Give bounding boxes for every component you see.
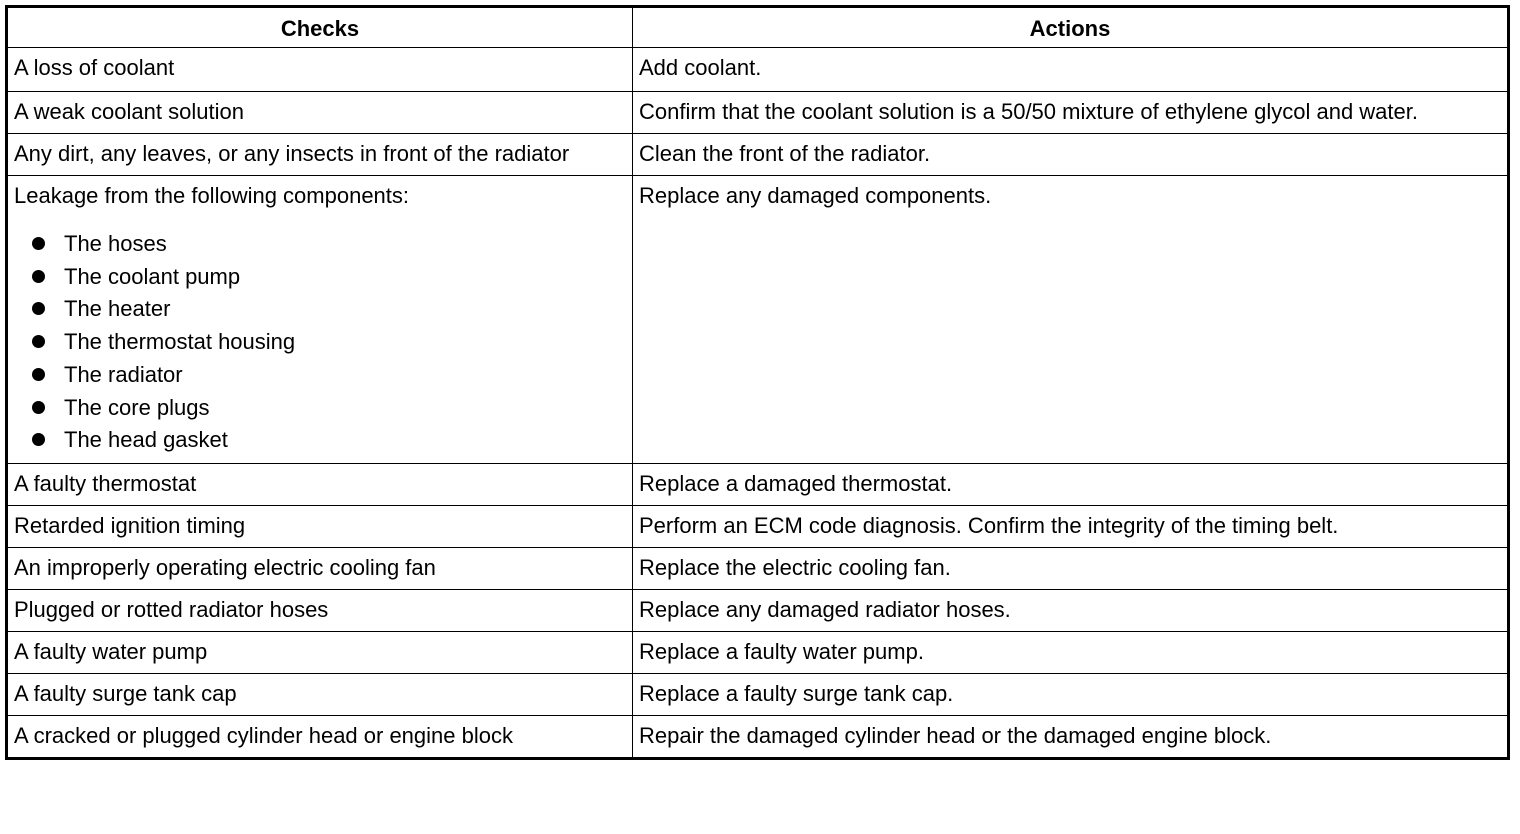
action-cell: Add coolant.	[633, 48, 1509, 92]
bullet-icon	[32, 302, 45, 315]
table-row	[7, 631, 1509, 673]
bullet-icon	[32, 237, 45, 250]
bullet-icon	[32, 433, 45, 446]
table-row	[7, 505, 1509, 547]
check-cell: A cracked or plugged cylinder head or engine block	[7, 715, 633, 758]
table-row	[7, 463, 1509, 505]
check-cell: A faulty surge tank cap	[7, 673, 633, 715]
table-body	[7, 48, 1509, 759]
bullet-icon	[32, 401, 45, 414]
action-cell: Replace a faulty surge tank cap.	[633, 673, 1509, 715]
action-cell: Replace the electric cooling fan.	[633, 547, 1509, 589]
header-checks: Checks	[7, 7, 633, 48]
table-row	[7, 589, 1509, 631]
component-list	[14, 228, 626, 457]
list-item-label: The head gasket	[64, 427, 228, 453]
list-item-label: The hoses	[64, 231, 167, 256]
table-row	[7, 673, 1509, 715]
list-item	[14, 326, 626, 359]
list-item	[14, 424, 626, 457]
check-intro: Leakage from the following components:	[14, 183, 410, 208]
check-cell: A weak coolant solution	[7, 92, 633, 134]
list-item-label: The thermostat housing	[64, 329, 296, 355]
action-cell: Replace a faulty water pump.	[633, 631, 1509, 673]
table-row	[7, 715, 1509, 758]
list-item	[14, 359, 626, 392]
table-row	[7, 92, 1509, 134]
bullet-icon	[32, 335, 45, 348]
list-item-label: The coolant pump	[64, 263, 241, 289]
list-item-label: The core plugs	[64, 394, 210, 420]
list-item	[14, 293, 626, 326]
list-item	[14, 228, 626, 261]
check-cell: Plugged or rotted radiator hoses	[7, 589, 633, 631]
action-cell: Replace a damaged thermostat.	[633, 463, 1509, 505]
table-header	[7, 7, 1509, 48]
table-row	[7, 48, 1509, 92]
check-cell: A loss of coolant	[7, 48, 633, 92]
action-cell: Replace any damaged radiator hoses.	[633, 589, 1509, 631]
check-cell: A faulty water pump	[7, 631, 633, 673]
table-row	[7, 547, 1509, 589]
bullet-icon	[32, 270, 45, 283]
list-item	[14, 392, 626, 425]
action-cell: Repair the damaged cylinder head or the damaged engine block.	[633, 715, 1509, 758]
table-row	[7, 134, 1509, 176]
action-cell: Clean the front of the radiator.	[633, 134, 1509, 176]
list-item	[14, 261, 626, 294]
list-item-label: The heater	[64, 296, 171, 322]
check-cell: An improperly operating electric cooling fan	[7, 547, 633, 589]
header-row	[7, 7, 1509, 48]
bullet-icon	[32, 368, 45, 381]
action-cell: Replace any damaged components.	[633, 176, 1509, 464]
table-row	[7, 176, 1509, 464]
list-item-label: The radiator	[64, 361, 183, 387]
header-actions: Actions	[633, 7, 1509, 48]
check-cell: Retarded ignition timing	[7, 505, 633, 547]
action-cell: Perform an ECM code diagnosis. Confirm the integrity of the timing belt.	[633, 505, 1509, 547]
check-cell: A faulty thermostat	[7, 463, 633, 505]
action-cell: Confirm that the coolant solution is a 50/50 mixture of ethylene glycol and water.	[633, 92, 1509, 134]
check-cell: Any dirt, any leaves, or any insects in front of the radiator	[7, 134, 633, 176]
checks-actions-table	[5, 5, 1510, 760]
check-cell	[7, 176, 633, 464]
